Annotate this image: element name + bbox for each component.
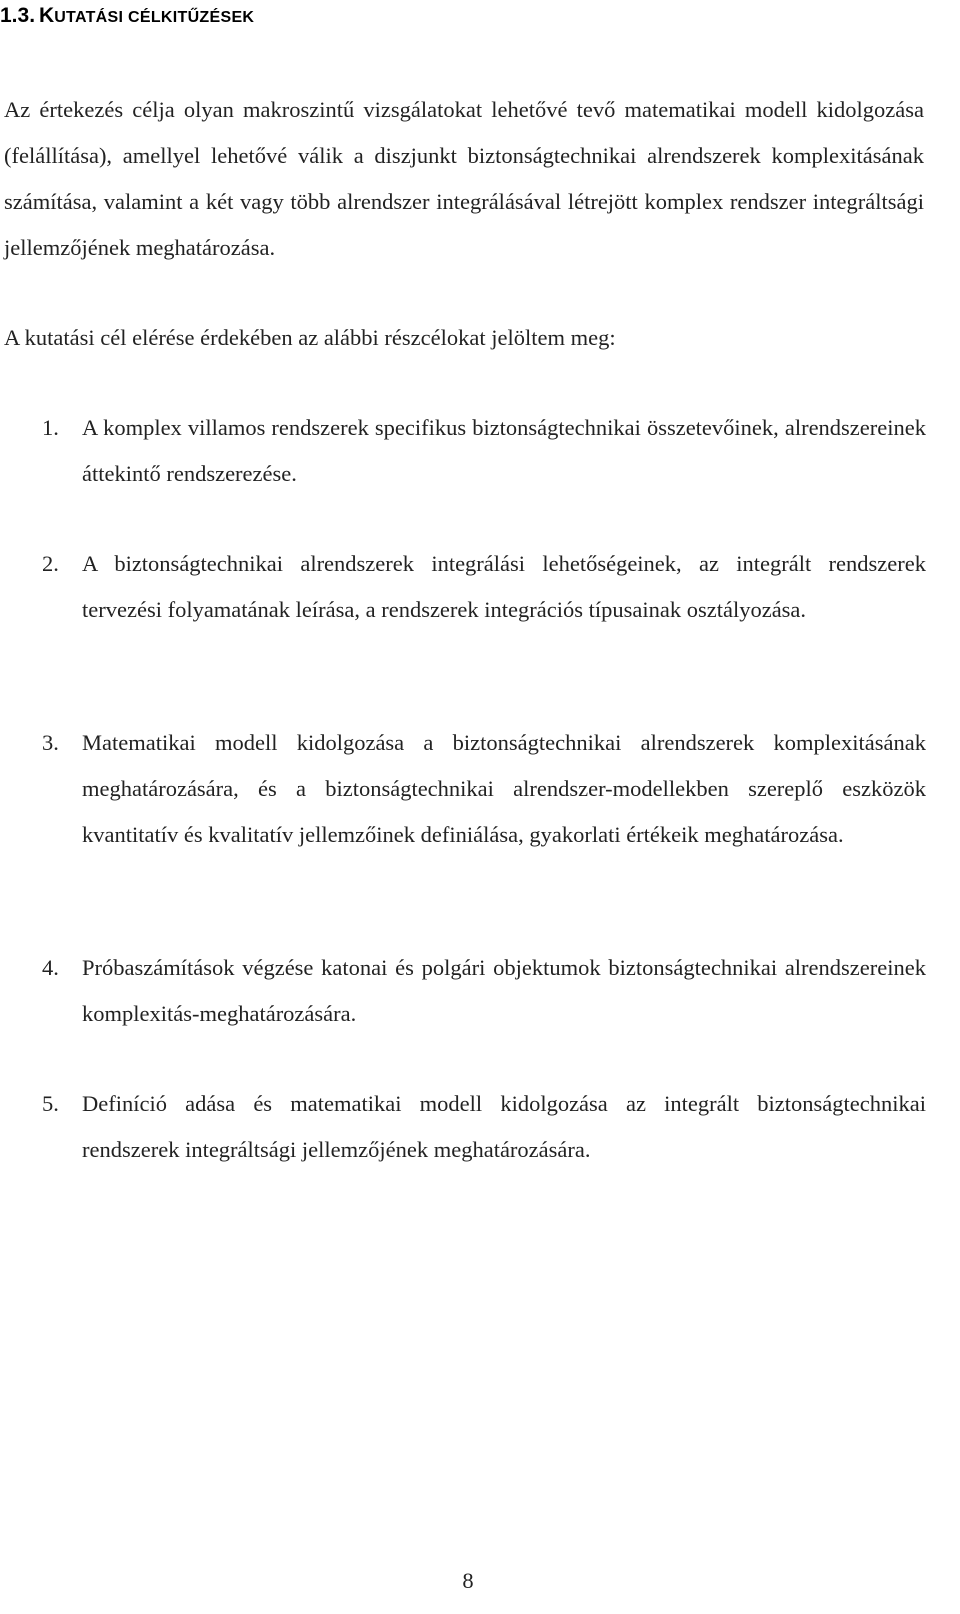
list-item	[42, 405, 926, 497]
list-item	[42, 541, 926, 633]
list-item-number: 3.	[42, 730, 59, 755]
list-item	[42, 945, 926, 1037]
section-title-rest: UTATÁSI CÉLKITŰZÉSEK	[54, 9, 255, 26]
intro-paragraph: Az értekezés célja olyan makroszintű vizsgálatokat lehetővé tevő matematikai modell kidolgozása (felállítása), amellyel lehetővé válik a diszjunkt biztonságtechnikai alrendszerek komplexitásának számítása, valamint a két vagy több alrendszer integrálásával létrejött komplex rendszer integráltsági jellemzőjének meghatározása.	[4, 97, 924, 260]
section-number: 1.3.	[0, 4, 36, 27]
list-item-text: A biztonságtechnikai alrendszerek integrálási lehetőségeinek, az integrált rendszerek tervezési folyamatának leírása, a rendszerek integrációs típusainak osztályozása.	[82, 551, 926, 622]
lead-paragraph: A kutatási cél elérése érdekében az alábbi részcélokat jelöltem meg:	[4, 325, 616, 350]
list-item-number: 5.	[42, 1091, 59, 1116]
list-item-text: Definíció adása és matematikai modell kidolgozása az integrált biztonságtechnikai rendszerek integráltsági jellemzőjének meghatározására.	[82, 1091, 926, 1162]
page-number: 8	[462, 1568, 474, 1593]
list-item-text: Matematikai modell kidolgozása a biztonságtechnikai alrendszerek komplexitásának meghatározására, és a biztonságtechnikai alrendszer-modellekben szereplő eszközök kvantitatív és kvalitatív jellemzőinek definiálása, gyakorlati értékeik meghatározása.	[82, 730, 926, 847]
list-item	[42, 1081, 926, 1173]
section-title-initial: K	[39, 4, 55, 27]
list-item-number: 4.	[42, 955, 59, 980]
list-item-text: A komplex villamos rendszerek specifikus biztonságtechnikai összetevőinek, alrendszereinek áttekintő rendszerezése.	[82, 415, 926, 486]
list-item-number: 1.	[42, 415, 59, 440]
list-item-number: 2.	[42, 551, 59, 576]
section-heading	[0, 4, 254, 28]
list-item	[42, 720, 926, 858]
list-item-text: Próbaszámítások végzése katonai és polgári objektumok biztonságtechnikai alrendszereinek komplexitás-meghatározására.	[82, 955, 926, 1026]
